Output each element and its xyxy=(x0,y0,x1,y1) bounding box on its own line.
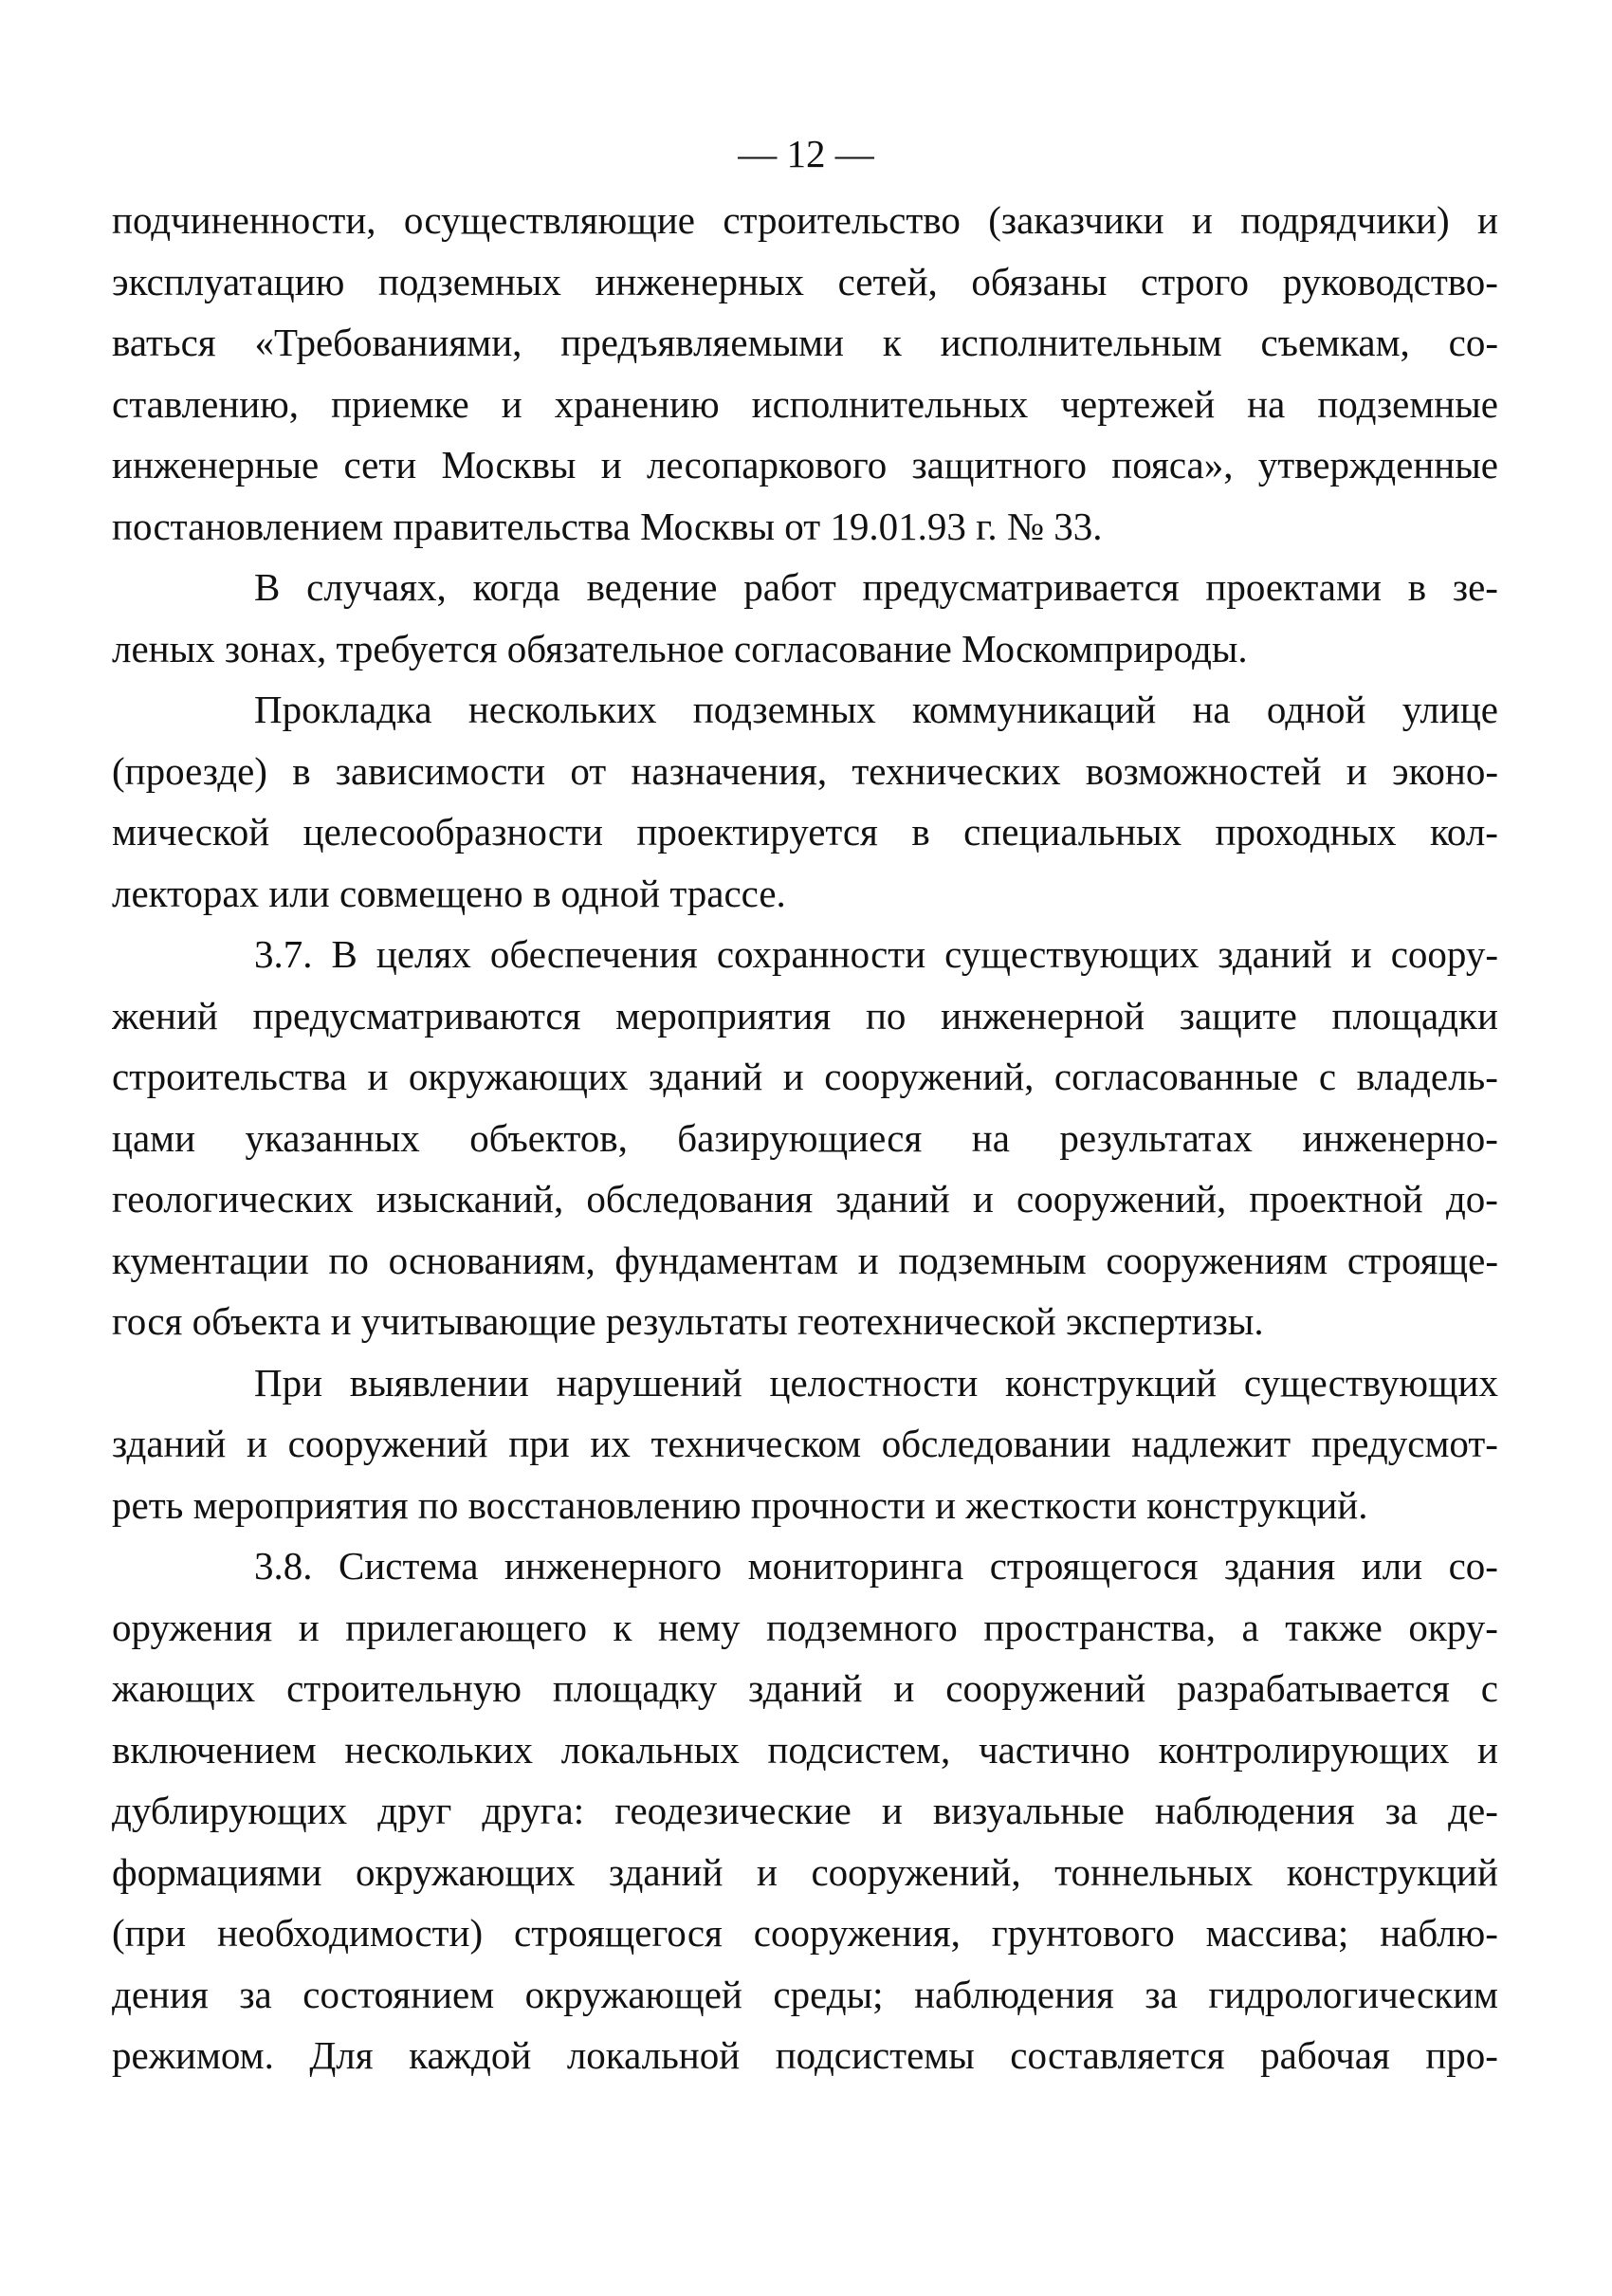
paragraph-p3 xyxy=(112,924,1498,1352)
text-line: 3.8. Система инженерного мониторинга строящегося здания или со- xyxy=(254,1544,1498,1588)
paragraph-p4 xyxy=(112,1352,1498,1536)
text-line: При выявлении нарушений целостности конструкций существующих xyxy=(254,1360,1498,1405)
text-line: зданий и сооружений при их техническом обследовании надлежит предусмот- xyxy=(112,1422,1498,1465)
text-line: ставлению, приемке и хранению исполнительных чертежей на подземные xyxy=(112,381,1498,426)
text-line: дублирующих друг друга: геодезические и визуальные наблюдения за де- xyxy=(112,1789,1498,1832)
page-number: — 12 — xyxy=(738,132,874,175)
text-line: оружения и прилегающего к нему подземного пространства, а также окру- xyxy=(112,1605,1498,1649)
text-line: геологических изысканий, обследования зданий и сооружений, проектной до- xyxy=(112,1177,1498,1221)
text-line: инженерные сети Москвы и лесопаркового защитного пояса», утвержденные xyxy=(112,443,1498,487)
document-body xyxy=(112,190,1498,2086)
text-line: включением нескольких локальных подсистем, частично контролирующих и xyxy=(112,1727,1498,1772)
text-line: кументации по основаниям, фундаментам и подземным сооружениям строяще- xyxy=(112,1238,1498,1282)
text-line: постановлением правительства Москвы от 19.01.93 г. № 33. xyxy=(112,504,1103,548)
text-line: гося объекта и учитывающие результаты геотехнической экспертизы. xyxy=(112,1299,1264,1343)
text-line: 3.7. В целях обеспечения сохранности существующих зданий и соору- xyxy=(254,932,1498,976)
text-line: жающих строительную площадку зданий и сооружений разрабатывается с xyxy=(112,1666,1498,1710)
text-line: (при необходимости) строящегося сооружения, грунтового массива; наблю- xyxy=(112,1911,1498,1955)
text-line: строительства и окружающих зданий и сооружений, согласованные с владель- xyxy=(112,1055,1498,1098)
text-line: цами указанных объектов, базирующиеся на результатах инженерно- xyxy=(112,1115,1498,1160)
text-line: В случаях, когда ведение работ предусматривается проектами в зе- xyxy=(254,565,1498,609)
text-line: леных зонах, требуется обязательное согласование Москомприроды. xyxy=(112,626,1248,670)
text-line: эксплуатацию подземных инженерных сетей, обязаны строго руководство- xyxy=(112,259,1498,303)
text-line: мической целесообразности проектируется в специальных проходных кол- xyxy=(112,810,1498,854)
text-line: лекторах или совмещено в одной трассе. xyxy=(112,871,786,915)
text-line: (проезде) в зависимости от назначения, технических возможностей и эконо- xyxy=(112,748,1498,793)
text-line: подчиненности, осуществляющие строительство (заказчики и подрядчики) и xyxy=(112,198,1498,242)
text-line: дения за состоянием окружающей среды; наблюдения за гидрологическим xyxy=(112,1972,1498,2016)
text-line: формациями окружающих зданий и сооружений, тоннельных конструкций xyxy=(112,1849,1498,1894)
paragraph-p5 xyxy=(112,1535,1498,2086)
text-line: режимом. Для каждой локальной подсистемы составляется рабочая про- xyxy=(112,2033,1498,2077)
text-line: Прокладка нескольких подземных коммуникаций на одной улице xyxy=(254,688,1498,731)
text-line: реть мероприятия по восстановлению прочности и жесткости конструкций. xyxy=(112,1482,1368,1527)
text-line: жений предусматриваются мероприятия по инженерной защите площадки xyxy=(112,993,1498,1038)
text-line: ваться «Требованиями, предъявляемыми к исполнительным съемкам, со- xyxy=(112,321,1498,364)
paragraph-p1 xyxy=(112,557,1498,679)
paragraph-p2 xyxy=(112,679,1498,924)
paragraph-p0 xyxy=(112,190,1498,557)
